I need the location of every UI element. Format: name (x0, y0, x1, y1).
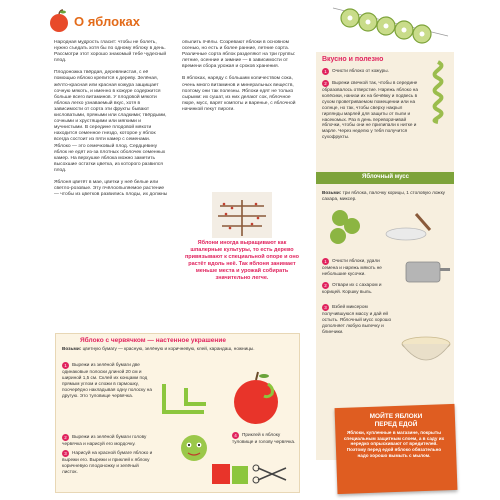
page-title: О яблоках (74, 14, 141, 29)
paragraph: Народная мудрость гласит: чтобы не болеть, нужно съедать хотя бы по одному яблоку в день. Рассмотри этот хорошо знакомый тебе чудесный плод. (54, 40, 167, 64)
apple-icon (46, 8, 72, 34)
craft-step: 2 Вырежи из зелёной бумаги голову червячка и нарисуй его мордочку. (62, 434, 147, 446)
ingredients: Возьми: три яблока, палочку корицы, 1 столовую ложку сахара, миксер. (322, 190, 446, 201)
step-item: 1 Очисти яблоки, удали семена и нарежь мякоть не небольшие кусочки. (322, 258, 382, 276)
mousse-ingredients-image (326, 204, 450, 254)
craft-step: 1 Вырежи из зелёной бумаги две одинаковые полоски длиной 20 см и шириной 1,5 см. Склей их концами под прямым углом и сложи в гармошку, поочерёдно накладывая одну полоску на другую. Это туловище червячка. (62, 362, 152, 398)
step-item: 3 Взбей миксером получившуюся массу и дай ей остыть. Яблочный мусс хорошо дополняет любую выпечку и блинчики. (322, 304, 392, 334)
paragraph: В яблоках, наряду с большим количеством сока, очень много витаминов и минеральных веществ, поэтому они так полезны. Яблоки едят не только сырыми: их сушат, из них делают сок, яблочное пюре, мусс, варят компоты и варенье, с яблочной начинкой пекут пироги. (182, 76, 296, 112)
apple-peel-image (424, 60, 452, 124)
tree-caption: Яблони иногда выращивают как шпалерные культуры, то есть дерево привязывают к специальной опоре и оно растёт вдоль неё. Так яблоня занимает меньше места и урожай собирать значительно легче. (184, 240, 300, 281)
tip-body: Яблоки, купленные в магазине, покрыты специальным защитным слоем, а в саду их нередко опрыскивают от вредителей. Поэтому перед едой яблоко обязательно надо хорошо вымыть с мылом. (343, 430, 445, 458)
section-title-mousse: Яблочный мусс (362, 174, 409, 180)
article-column-2 (182, 40, 300, 119)
apple-garland-image (328, 0, 458, 50)
craft-step: 3 Нарисуй на красной бумаге яблоко и вырежи его. Вырежи и приклей к яблоку коричневую плодоножку и зелёный листок. (62, 450, 153, 474)
red-apple-image (222, 370, 294, 428)
tip-title: МОЙТЕ ЯБЛОКИ ПЕРЕД ЕДОЙ (369, 413, 423, 428)
craft-step: 4 Приклей к яблоку туловище и голову червячка. (232, 432, 296, 444)
craft-title: Яблоко с червячком — настенное украшение (80, 337, 226, 344)
paragraph: опылить пчёлы. Созревают яблоки в основном осенью, но есть и более ранние, летние сорта. Различные сорта яблок разделяют на три группы: летние, осенние и зимние — в зависимости от времени сбора урожая и сроков хранения. (182, 40, 296, 70)
worm-head-image (174, 428, 214, 468)
scissors-paper-image (210, 458, 294, 490)
paper-strips-image (156, 378, 216, 418)
step-item: 2 Вырежи свечкой так, чтобы в середине образовалось отверстие. Нарежь яблоко на колёсики, нанизи их на бечёвку и подвесь в сухом проветриваемом помещении или на солнце, но так, чтобы сверху накрыл гирлянды марлей для защиты от пыли и насекомых. Раз в день переворачивай яблочки, чтобы они не прилипали к нитке и марле. Через неделю у тебя получится сухофрукты. (322, 80, 418, 140)
pot-image (400, 256, 450, 286)
step-item: 1 Очисти яблоко от кожуры. (322, 68, 412, 75)
step-item: 2 Отвари их с сахаром и корицей. Коршку выль. (322, 282, 382, 294)
craft-needed: Возьми: цветную бумагу — красную, зелёную и коричневую, клей, карандаш, ножницы. (62, 346, 255, 351)
paragraph: Плодоножка твёрдая, деревянистая, с её помощью яблоко крепится к дереву. Зелёная, жёлто-красная или красная кожура защищает сочную мякоть, и именно в кожуре содержится больше всего витаминов. У плодовой мякоти яблока легко узнаваемый вкус, хотя в зависимости от сорта эти фрукты бывают кисловатыми, пряными или сладкими; твёрдыми, сочными и хрустящими или мягкими и мучнистыми. В середине плодовой мякоти находится семенное гнездо, которое у яблок всегда состоит из пяти камер с семенами. Яблоко — это семечковый плод. Сердцевину яблок не едят из-за плотных оболочек семенных камер. На верхушке яблока можно заметить высохшие остатки цветка, из которого развился плод. (54, 70, 167, 173)
mousse-bowl-image (400, 336, 452, 366)
section-title-tasty: Вкусно и полезно (322, 56, 384, 63)
article-column-1 (54, 40, 168, 204)
paragraph: Яблоня цветёт в мае, цветки у неё белые или светло-розовые. Эту пчёлоопыляемое растение — чтобы из цветков развились плоды, их должны (54, 179, 168, 198)
espalier-tree-image (212, 192, 272, 238)
